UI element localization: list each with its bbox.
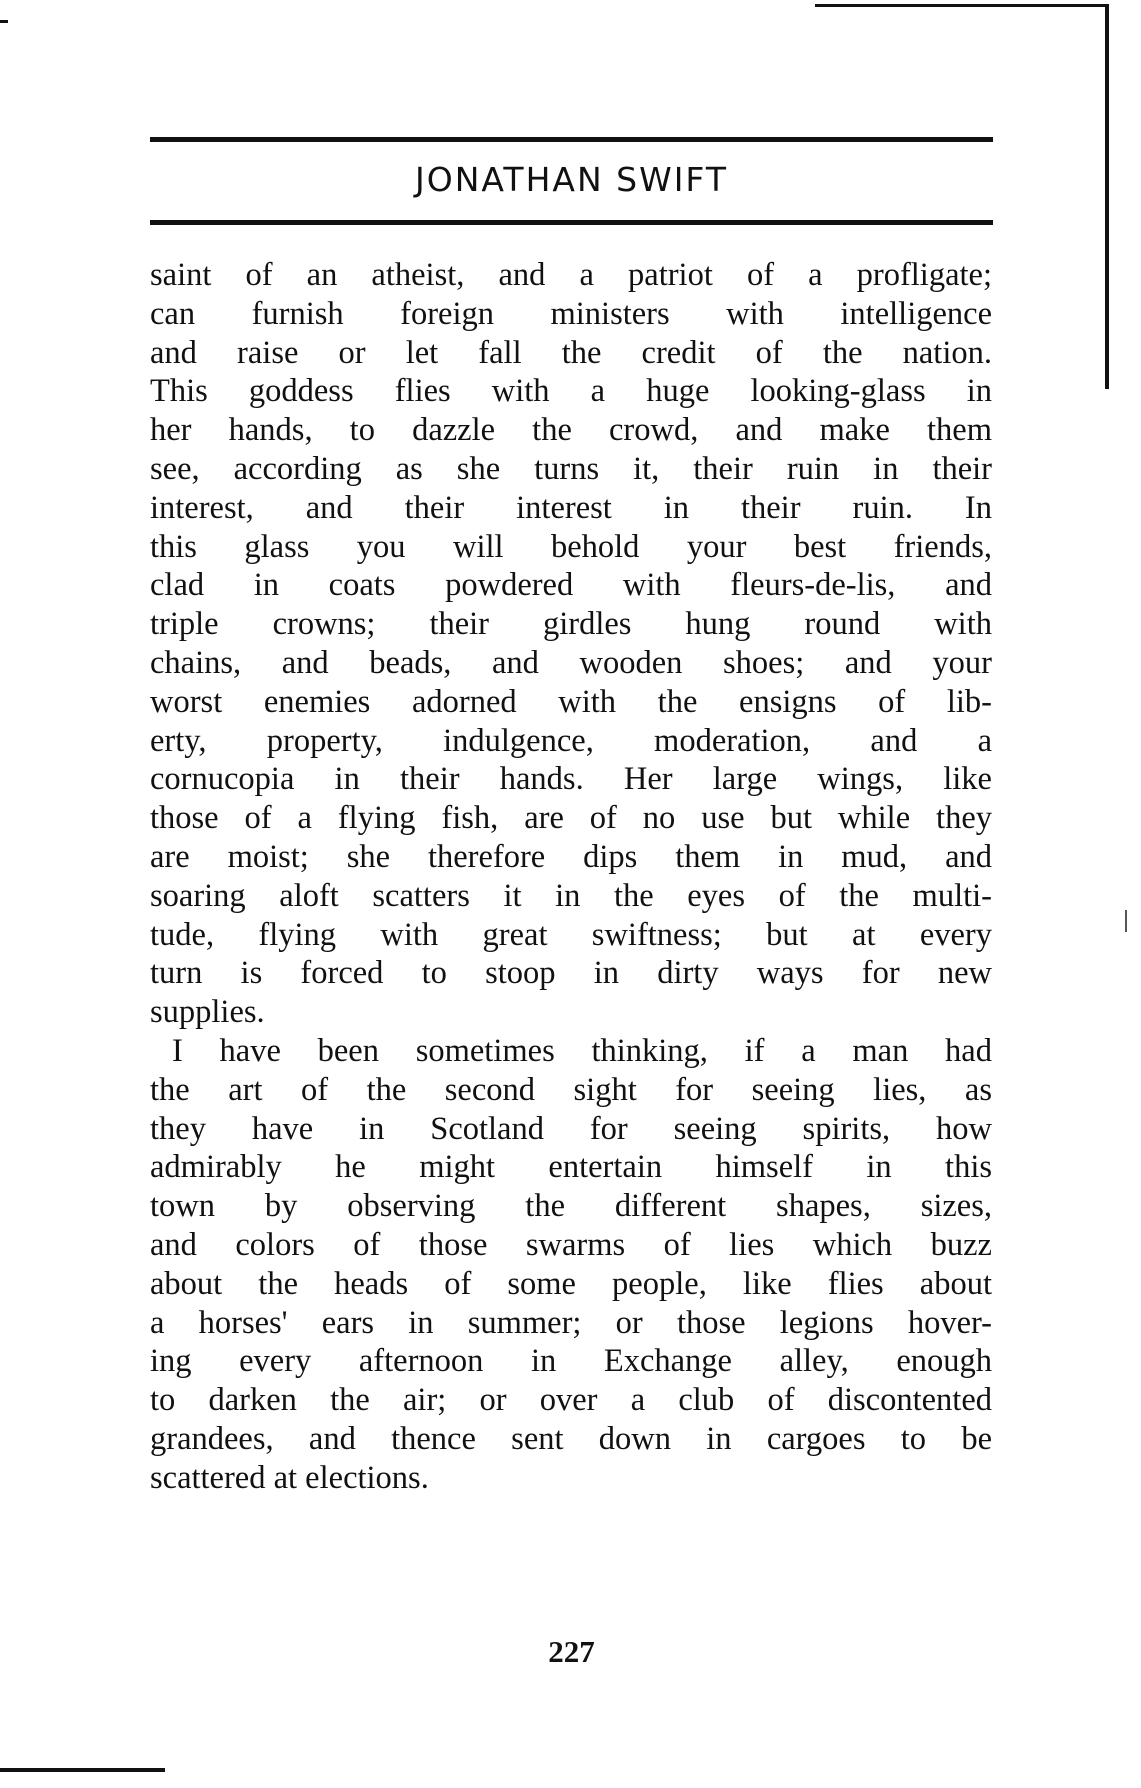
text-line: supplies. — [150, 994, 265, 1031]
text-line: saint of an atheist, and a patriot of a profligate; — [150, 257, 992, 293]
text-line: those of a flying fish, are of no use but while they — [150, 800, 992, 837]
text-line: see, according as she turns it, their ruin in their — [150, 450, 992, 487]
body-text — [150, 256, 992, 1498]
text-line: turn is forced to stoop in dirty ways for new — [150, 955, 992, 992]
scan-edge-mark — [0, 1768, 165, 1772]
scan-edge-mark — [0, 20, 8, 23]
paragraph — [150, 256, 992, 1032]
text-line: to darken the air; or over a club of discontented — [150, 1382, 992, 1419]
text-line: soaring aloft scatters it in the eyes of the multi- — [150, 877, 992, 914]
text-line: grandees, and thence sent down in cargoes to be — [150, 1420, 992, 1457]
text-line: triple crowns; their girdles hung round with — [150, 606, 992, 643]
scan-edge-mark — [1105, 4, 1109, 389]
text-line: town by observing the different shapes, sizes, — [150, 1188, 992, 1225]
text-line: admirably he might entertain himself in this — [150, 1149, 992, 1186]
header-rule-bottom — [150, 220, 993, 225]
text-line: This goddess flies with a huge looking-glass in — [150, 373, 992, 410]
text-line: can furnish foreign ministers with intelligence — [150, 295, 992, 332]
scan-edge-mark — [815, 4, 1107, 7]
text-line: this glass you will behold your best friends, — [150, 528, 992, 565]
text-line: erty, property, indulgence, moderation, and a — [150, 722, 992, 759]
text-line: they have in Scotland for seeing spirits, how — [150, 1110, 992, 1147]
text-line: interest, and their interest in their ruin. In — [150, 489, 992, 526]
text-line: clad in coats powdered with fleurs-de-lis, and — [150, 567, 992, 604]
text-line: I have been sometimes thinking, if a man had — [172, 1032, 992, 1069]
text-line: tude, flying with great swiftness; but at every — [150, 916, 992, 953]
text-line: and raise or let fall the credit of the nation. — [150, 334, 992, 371]
text-line: the art of the second sight for seeing lies, as — [150, 1071, 992, 1108]
text-line: about the heads of some people, like flies about — [150, 1265, 992, 1302]
text-line: her hands, to dazzle the crowd, and make them — [150, 412, 992, 449]
text-line: scattered at elections. — [150, 1459, 429, 1496]
text-line: cornucopia in their hands. Her large wings, like — [150, 761, 992, 798]
page-number: 227 — [548, 1634, 595, 1669]
running-head: JONATHAN SWIFT — [415, 160, 728, 199]
text-line: ing every afternoon in Exchange alley, enough — [150, 1343, 992, 1380]
text-line: a horses' ears in summer; or those legions hover- — [150, 1304, 992, 1341]
text-line: are moist; she therefore dips them in mud, and — [150, 838, 992, 875]
paragraph — [150, 1032, 992, 1498]
text-line: chains, and beads, and wooden shoes; and your — [150, 644, 992, 681]
text-line: worst enemies adorned with the ensigns of lib- — [150, 683, 992, 720]
text-line: and colors of those swarms of lies which buzz — [150, 1226, 992, 1263]
scan-edge-mark — [1125, 910, 1127, 932]
header-rule-top — [150, 137, 993, 142]
